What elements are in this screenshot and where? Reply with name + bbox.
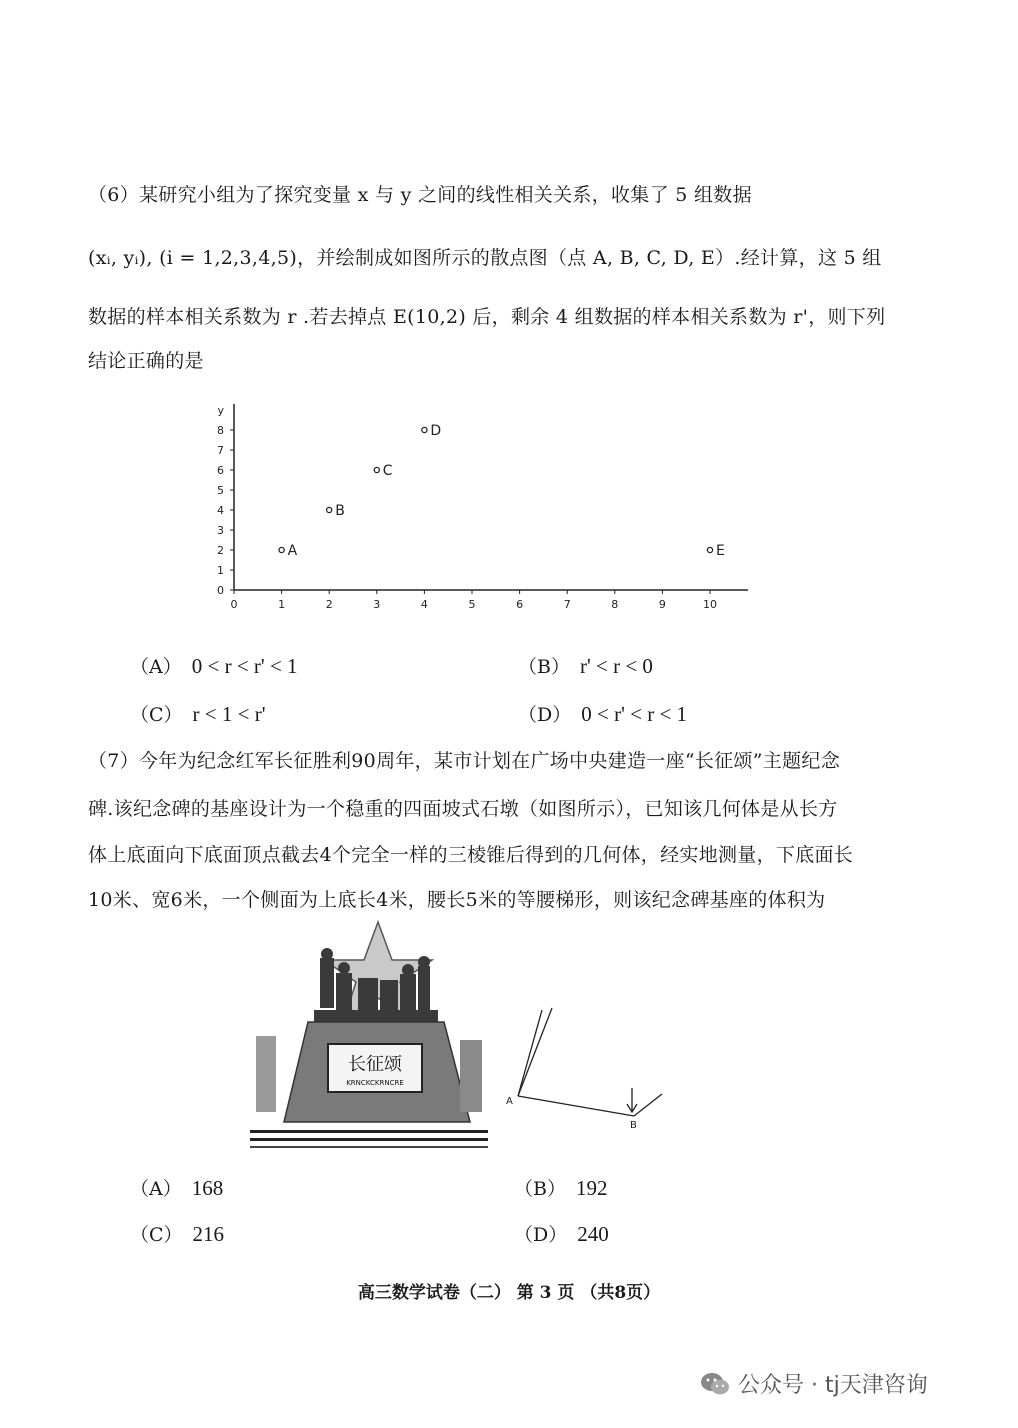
vertex-label-b: B (630, 1120, 637, 1130)
q6-line-4: 结论正确的是 (88, 350, 204, 372)
q6-line-2: (xᵢ, yᵢ), (i = 1,2,3,4,5)，并绘制成如图所示的散点图（点 A, B, C, D, E）.经计算，这 5 组 (88, 247, 882, 269)
option-label: （D） (518, 704, 572, 726)
q6-option-c (130, 700, 266, 727)
q6-option-d (518, 700, 687, 727)
q6-option-b (518, 652, 653, 679)
option-text: 216 (192, 1222, 225, 1246)
q7-option-d (514, 1220, 609, 1247)
q7-line-1: （7）今年为纪念红军长征胜利90周年，某市计划在广场中央建造一座“长征颂”主题纪念 (88, 750, 840, 772)
option-text: 240 (577, 1222, 609, 1246)
x-tick-label: 8 (611, 598, 619, 611)
y-tick-label: 5 (217, 484, 224, 497)
x-tick-label: 6 (516, 598, 524, 611)
option-label: （C） (130, 704, 183, 726)
option-text: r' < r < 0 (579, 654, 653, 678)
option-text: 192 (575, 1176, 608, 1200)
y-axis-label: y (217, 404, 224, 417)
x-tick-label: 9 (658, 598, 666, 611)
option-label: （B） (518, 656, 570, 678)
x-tick-label: 0 (230, 598, 238, 611)
y-tick-label: 1 (217, 564, 224, 577)
x-tick-label: 2 (325, 598, 333, 611)
y-tick-label: 0 (217, 584, 224, 597)
x-tick-label: 10 (703, 598, 717, 611)
data-point-e (707, 547, 712, 552)
y-tick-label: 6 (217, 464, 224, 477)
q7-option-c (130, 1220, 224, 1247)
geometry-sketch (500, 1000, 670, 1130)
option-label: （C） (130, 1224, 183, 1246)
y-tick-label: 2 (217, 544, 224, 557)
q7-option-b (514, 1174, 607, 1201)
q7-line-4: 10米、宽6米，一个侧面为上底长4米，腰长5米的等腰梯形，则该纪念碑基座的体积为 (88, 889, 826, 911)
q7-line-2: 碑.该纪念碑的基座设计为一个稳重的四面坡式石墩（如图所示），已知该几何体是从长方 (88, 798, 838, 820)
x-tick-label: 3 (373, 598, 381, 611)
point-label-a: A (287, 543, 298, 559)
y-tick-label: 8 (217, 424, 224, 437)
y-tick-label: 4 (217, 504, 224, 517)
watermark (700, 1368, 928, 1399)
x-tick-label: 1 (278, 598, 286, 611)
option-label: （A） (130, 656, 182, 678)
q7-line-3: 体上底面向下底面顶点截去4个完全一样的三棱锥后得到的几何体，经实地测量，下底面长 (88, 844, 854, 866)
point-label-e: E (716, 543, 725, 559)
option-text: r < 1 < r' (192, 702, 266, 726)
monument-sign-title: 长征颂 (348, 1054, 402, 1075)
y-tick-label: 7 (217, 444, 224, 457)
q7-option-a (130, 1174, 223, 1201)
vertex-label-a: A (506, 1096, 513, 1107)
q6-line-3: 数据的样本相关系数为 r .若去掉点 E(10,2) 后，剩余 4 组数据的样本相关系数为 r'，则下列 (88, 306, 886, 328)
option-label: （B） (514, 1178, 566, 1200)
data-point-b (327, 507, 332, 512)
q6-option-a (130, 652, 298, 679)
q6-line-1: （6）某研究小组为了探究变量 x 与 y 之间的线性相关关系，收集了 5 组数据 (88, 184, 752, 206)
x-tick-label: 5 (468, 598, 476, 611)
point-label-d: D (430, 423, 442, 439)
x-tick-label: 7 (563, 598, 571, 611)
option-text: 168 (191, 1176, 224, 1200)
data-point-a (279, 547, 284, 552)
data-point-c (374, 467, 379, 472)
point-label-b: B (335, 503, 345, 519)
scatter-chart (190, 400, 770, 620)
watermark-text: 公众号 · tj天津咨询 (738, 1373, 928, 1398)
monument-sign-subtitle: KRNCKCKRNCRE (346, 1079, 404, 1087)
page-footer: 高三数学试卷（二） 第 3 页 （共8页） (357, 1283, 661, 1303)
x-tick-label: 4 (420, 598, 428, 611)
option-text: 0 < r < r' < 1 (191, 654, 298, 678)
option-label: （A） (130, 1178, 182, 1200)
wechat-icon (700, 1371, 730, 1397)
option-label: （D） (514, 1224, 568, 1246)
option-text: 0 < r' < r < 1 (581, 702, 688, 726)
y-tick-label: 3 (217, 524, 224, 537)
monument-photo (248, 918, 490, 1156)
data-point-d (422, 427, 427, 432)
point-label-c: C (382, 463, 393, 479)
